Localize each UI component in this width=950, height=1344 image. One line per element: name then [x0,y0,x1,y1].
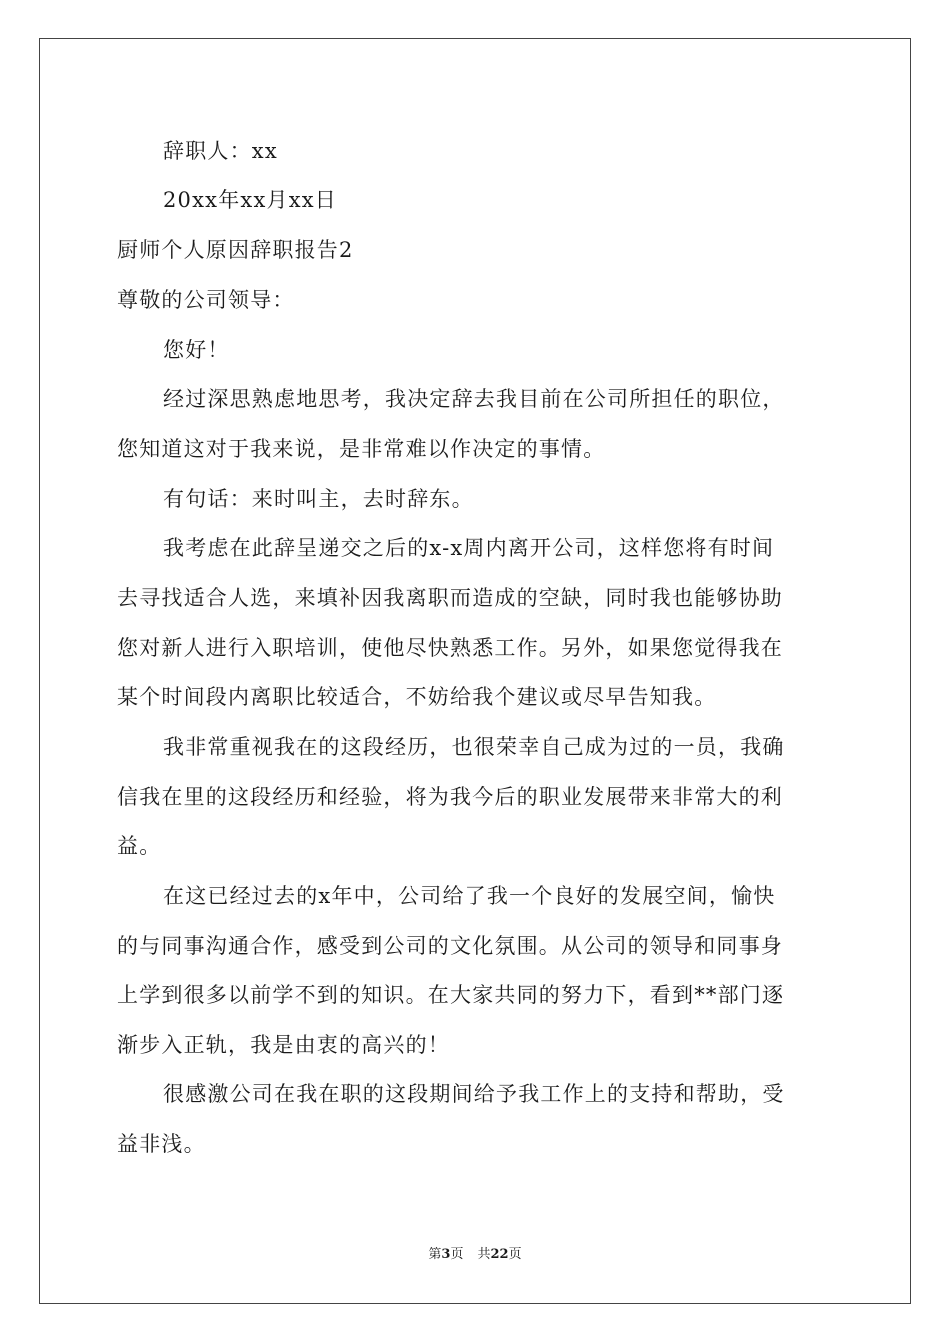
page-footer [0,1246,950,1264]
body-line: 您对新人进行入职培训，使他尽快熟悉工作。另外，如果您觉得我在 [117,636,783,660]
body-line: 渐步入正轨，我是由衷的高兴的！ [117,1033,450,1057]
body-line: 很感激公司在我在职的这段期间给予我工作上的支持和帮助，受 [163,1082,785,1106]
body-line: 上学到很多以前学不到的知识。在大家共同的努力下，看到**部门逐 [117,983,785,1007]
body-line: 信我在里的这段经历和经验，将为我今后的职业发展带来非常大的利 [117,785,783,809]
body-line: 益非浅。 [117,1132,206,1156]
body-line: 在这已经过去的x年中，公司给了我一个良好的发展空间，愉快 [163,884,776,908]
date-line: 20xx年xx月xx日 [163,188,337,212]
page-suffix: 页 [450,1247,464,1262]
page-prefix: 第 [428,1247,442,1262]
total-prefix: 共 [477,1247,491,1262]
total-suffix: 页 [508,1247,522,1262]
resigner-line: 辞职人：xx [163,139,278,163]
document-title: 厨师个人原因辞职报告2 [117,238,354,262]
current-page-number: 3 [441,1247,451,1262]
body-line: 去寻找适合人选，来填补因我离职而造成的空缺，同时我也能够协助 [117,586,783,610]
body-line: 我考虑在此辞呈递交之后的x-x周内离开公司，这样您将有时间 [163,536,775,560]
body-line: 某个时间段内离职比较适合，不妨给我个建议或尽早告知我。 [117,685,717,709]
body-line: 益。 [117,834,162,858]
page-border [39,38,911,1304]
body-line: 的与同事沟通合作，感受到公司的文化氛围。从公司的领导和同事身 [117,934,783,958]
body-line: 您知道这对于我来说，是非常难以作决定的事情。 [117,437,606,461]
salutation: 尊敬的公司领导： [117,288,295,312]
total-page-count: 22 [490,1247,509,1262]
body-line: 有句话：来时叫主，去时辞东。 [163,487,474,511]
greeting: 您好！ [163,338,230,362]
body-line: 经过深思熟虑地思考，我决定辞去我目前在公司所担任的职位， [163,387,785,411]
body-line: 我非常重视我在的这段经历，也很荣幸自己成为过的一员，我确 [163,735,785,759]
